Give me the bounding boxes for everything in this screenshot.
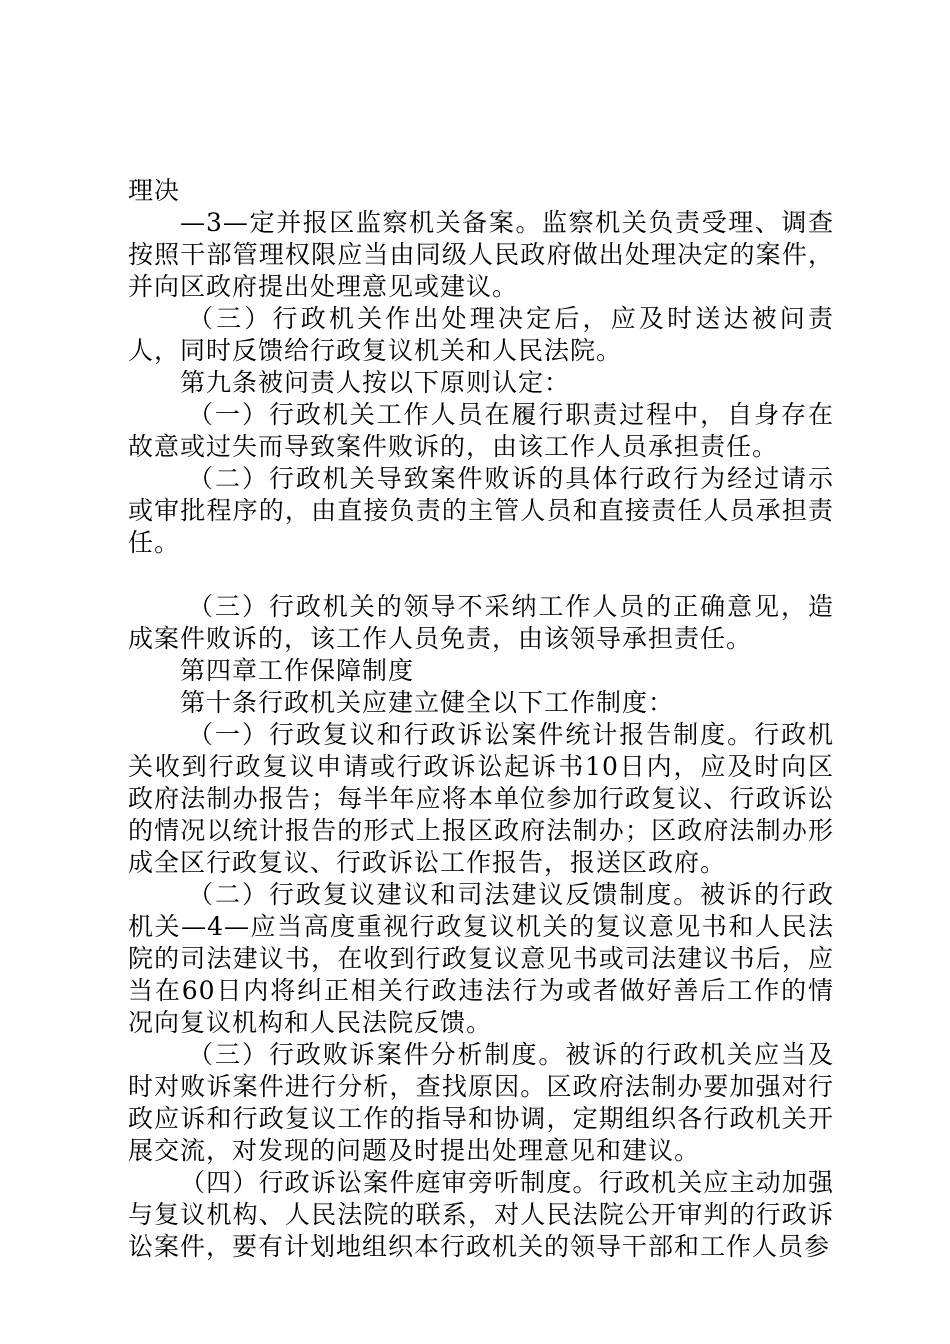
paragraph-2: —3—定并报区监察机关备案。监察机关负责受理、调查按照干部管理权限应当由同级人民政府做出处理决定的案件，并向区政府提出处理意见或建议。 — [128, 208, 834, 301]
paragraph-gap — [128, 559, 834, 591]
document-body — [128, 175, 834, 1263]
paragraph-13: （四）行政诉讼案件庭审旁听制度。行政机关应主动加强与复议机构、人民法院的联系，对人民法院公开审判的行政诉讼案件，要有计划地组织本行政机关的领导干部和工作人员参 — [128, 1168, 834, 1261]
chapter-heading: 第四章工作保障制度 — [180, 656, 415, 685]
paragraph-7: （三）行政机关的领导不采纳工作人员的正确意见，造成案件败诉的，该工作人员免责，由该领导承担责任。 — [128, 592, 834, 653]
paragraph-6: （二）行政机关导致案件败诉的具体行政行为经过请示或审批程序的，由直接负责的主管人员和直接责任人员承担责任。 — [128, 464, 834, 557]
paragraph-1: 理决 — [128, 176, 181, 205]
paragraph-9: 第十条行政机关应建立健全以下工作制度： — [180, 688, 675, 717]
paragraph-10: （一）行政复议和行政诉讼案件统计报告制度。行政机关收到行政复议申请或行政诉讼起诉书10日内，应及时向区政府法制办报告；每半年应将本单位参加行政复议、行政诉讼的情况以统计报告的形式上报区政府法制办；区政府法制办形成全区行政复议、行政诉讼工作报告，报送区政府。 — [128, 720, 834, 877]
paragraph-5: （一）行政机关工作人员在履行职责过程中，自身存在故意或过失而导致案件败诉的，由该工作人员承担责任。 — [128, 400, 834, 461]
paragraph-12: （三）行政败诉案件分析制度。被诉的行政机关应当及时对败诉案件进行分析，查找原因。区政府法制办要加强对行政应诉和行政复议工作的指导和协调，定期组织各行政机关开展交流，对发现的问题及时提出处理意见和建议。 — [128, 1040, 834, 1165]
paragraph-11: （二）行政复议建议和司法建议反馈制度。被诉的行政机关—4—应当高度重视行政复议机关的复议意见书和人民法院的司法建议书，在收到行政复议意见书或司法建议书后，应当在60日内将纠正相关行政违法行为或者做好善后工作的情况向复议机构和人民法院反馈。 — [128, 880, 834, 1037]
paragraph-4: 第九条被问责人按以下原则认定： — [180, 368, 571, 397]
paragraph-3: （三）行政机关作出处理决定后，应及时送达被问责人，同时反馈给行政复议机关和人民法院。 — [128, 304, 834, 365]
